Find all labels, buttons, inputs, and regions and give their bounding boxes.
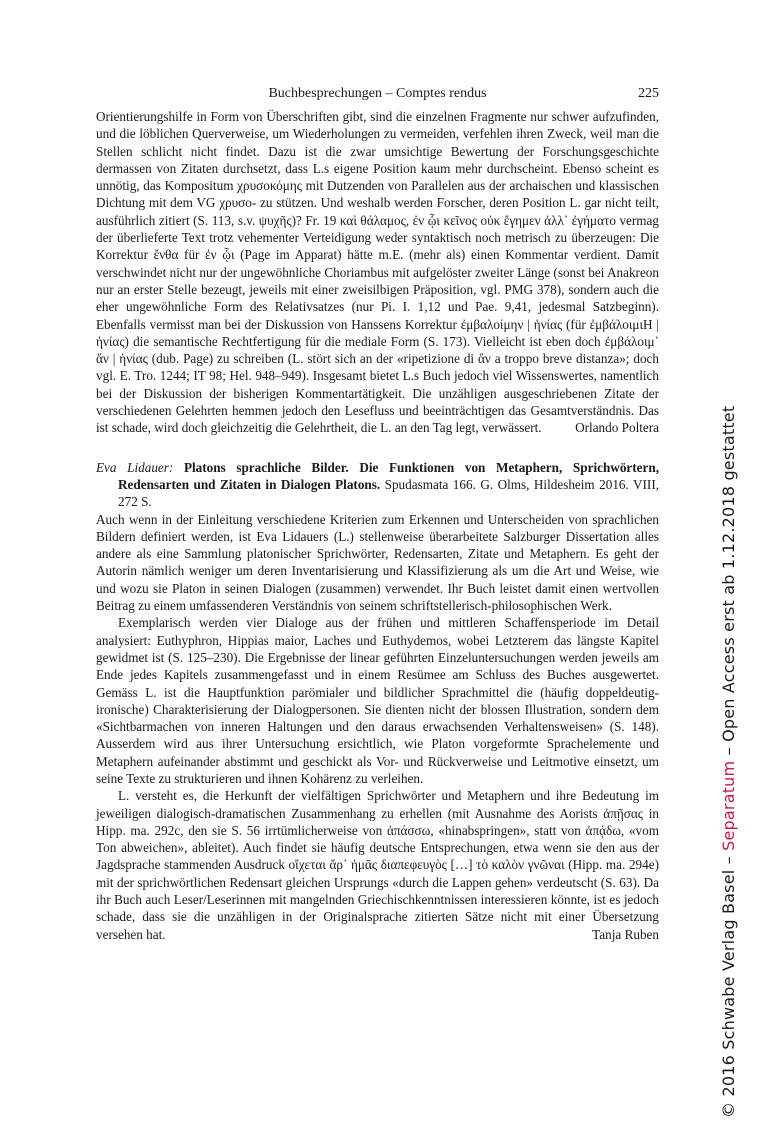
running-head-title: Buchbesprechungen – Comptes rendus (268, 86, 487, 101)
running-head (96, 84, 659, 108)
review-2 (96, 511, 659, 943)
copyright-suffix: – Open Access erst ab 1.12.2018 gestattet (719, 405, 738, 761)
book-reference (96, 459, 659, 511)
review-2-para-2: Exemplarisch werden vier Dialoge aus der frühen und mittleren Schaffensperiode im Detail analysiert: Euthyphron, Hippias maior, Laches und Euthydemos, wobei Letzterem das längste Kapitel gewidmet ist (S. 125–230). Die Ergebnisse der linear geführten Einzeluntersuchungen werden jeweils am Ende jedes Kapitels zusammengefasst und in einem Resümee am Schluss des Buches ausgewertet. Gemäss L. ist die Hauptfunktion parömialer und bildlicher Sprachmittel die (häufig doppeldeutig-ironische) Charakterisierung der Dialogpersonen. Sie dienten nicht der blossen Illustration, sondern dem «Sichtbarmachen von inneren Haltungen und den daraus erwachsenden Verhaltensweisen» (S. 148). Ausserdem wird aus ihrer Untersuchung ersichtlich, wie Platon vorgeformte Sprachelemente und Metaphern aufeinander abstimmt und geschickt als Vor- und Rückverweise und Leitmotive einsetzt, um seine Texte zu strukturieren und ihnen Kohärenz zu verleihen. (96, 615, 659, 786)
review-2-para-3-text: L. versteht es, die Herkunft der vielfältigen Sprichwörter und Metaphern und ihre Bedeutung im jeweiligen dialogisch-dramatischen Zusammenhang zu erhellen (mit Ausnahme des Aorists ἀπῇσας in Hipp. ma. 292c, den sie S. 56 irrtümlicherweise von ἀπάσσω, «hinabspringen», statt von ἀπᾴδω, «vom Ton abweichen», ableitet). Auch findet sie häufig deutsche Entsprechungen, etwa wenn sie den aus der Jagdsprache stammenden Ausdruck οἴχεται ἄρ᾽ ἡμᾶς διαπεφευγὸς […] τὸ καλὸν γνῶναι (Hipp. ma. 294e) mit der sprichwörtlichen Redensart gleichen Ursprungs «durch die Lappen gehen» verdeutscht (S. 63). Da ihr Buch auch Leser/Leserinnen mit mangelnden Griechischkenntnissen interessieren könnte, ist es jedoch schade, dass sie die unzähligen in der Originalsprache zitierten Sätze nicht mit einer Übersetzung versehen hat. (96, 788, 659, 942)
review-2-para-1: Auch wenn in der Einleitung verschiedene Kriterien zum Erkennen und Unterscheiden von sprachlichen Bildern definiert werden, ist Eva Lidauers (L.) stellenweise überarbeitete Salzburger Dissertation alles andere als eine Sammlung platonischer Sprichwörter, Redensarten, Zitate und Metaphern. Es geht der Autorin nämlich weniger um deren Inventarisierung und Klassifizierung als um die Art und Weise, wie und wozu sie Platon in seinen Dialogen (zusammen) verwendet. Ihr Buch leistet damit einen wertvollen Beitrag zu einem umfassenderen Verständnis von seinem schriftstellerisch-philosophischen Werk. (96, 511, 659, 614)
reviewer-name-2: Tanja Ruben (592, 926, 659, 942)
book-title: Platons sprachliche Bilder. Die Funktionen von Metaphern, Sprichwörtern, Redensarten und Zitaten in Dialogen Platons. (118, 459, 660, 492)
review-2-para-3 (96, 787, 659, 943)
copyright-sidebar (719, 406, 738, 1118)
review-1 (96, 108, 659, 437)
review-1-text (96, 108, 659, 437)
book-publication: Spudasmata 166. G. Olms, Hildesheim 2016. VIII, 272 S. (118, 476, 660, 510)
page-content (96, 84, 659, 943)
review-1-body: Orientierungshilfe in Form von Überschriften gibt, sind die einzelnen Fragmente nur schwer aufzufinden, und die löblichen Querverweise, um Wiederholungen zu vermeiden, verfehlen ihren Zweck, weil man die Stellen schlicht nicht findet. Dazu ist die zwar umsichtige Bewertung der Forschungsgeschichte dermassen von Zitaten durchsetzt, dass L.s eigene Position kaum mehr durchscheint. Ebenso scheint es unnötig, das Kompositum χρυσοκόμης mit Dutzenden von Parallelen aus der archaischen und klassischen Dichtung mit dem VG χρυσο- zu stützen. Und weshalb werden Forscher, deren Position L. gar nicht teilt, ausführlich zitiert (S. 113, s.v. ψυχῆς)? Fr. 19 καὶ θάλαμος, ἐν ᾧι κεῖνος οὐκ ἔγημεν ἀλλ᾽ ἐγήματο vermag der überlieferte Text trotz vehementer Verteidigung weder syntaktisch noch metrisch zu überzeugen: Die Korrektur ἔνθα für ἐν ᾧι (Page im Apparat) hätte m.E. (mehr als) einen Kommentar verdient. Damit verschwindet nicht nur der ungewöhnliche Choriambus mit aufgelöster zweiter Länge (sonst bei Anakreon nur an erster Stelle bezeugt, jeweils mit einer zweisilbigen Präposition, vgl. PMG 378), sondern auch die eher ungewöhnliche Form des Relativsatzes (nur Pi. I. 1,12 und Pae. 9,41, jedesmal Satzbeginn). Ebenfalls vermisst man bei der Diskussion von Hanssens Korrektur ἐμβαλοίμην | ἡνίας (für ἐμβάλοιμιH | ἡνίας) die semantische Rechtfertigung für die mediale Form (S. 173). Vielleicht ist eben doch ἐμβάλοιμ᾽ ἄν | ἡνίας (dub. Page) zu schreiben (L. stört sich an der «ripetizione di ἄν a troppo breve distanza»; doch vgl. E. Tro. 1244; IT 98; Hel. 948–949). Insgesamt bietet L.s Buch jedoch viel Wissenswertes, namentlich bei der Diskussion der bisherigen Kommentartätigkeit. Die unzähligen ausgeschriebenen Zitate der verschiedenen Gelehrten hemmen jedoch den Lesefluss und beeinträchtigen das Gesamtverständnis. Das ist schade, wird doch gleichzeitig die Gelehrtheit, die L. an den Tag legt, verwässert. (96, 109, 659, 436)
page-number: 225 (638, 86, 659, 101)
copyright-prefix: © 2016 Schwabe Verlag Basel – (719, 850, 738, 1118)
separatum-label: Separatum (719, 760, 738, 851)
reviewer-name: Orlando Poltera (575, 420, 659, 436)
book-author: Eva Lidauer: (96, 459, 174, 475)
